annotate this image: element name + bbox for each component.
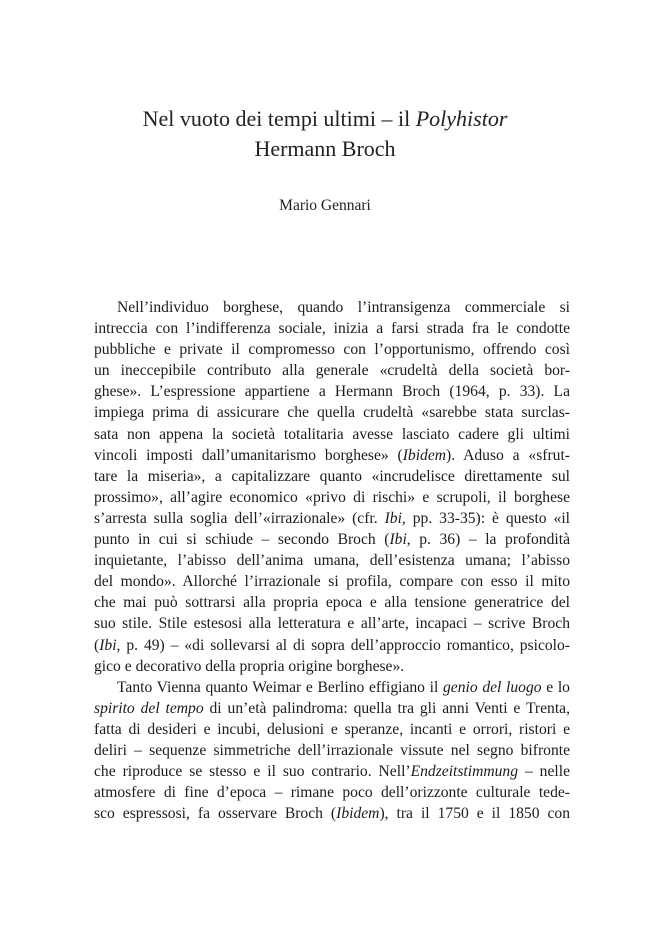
text-line <box>94 550 570 571</box>
text-line <box>94 656 570 677</box>
text-segment: di un’età palindroma: quella tra gli anni Venti e Trenta, <box>203 699 570 717</box>
text-line <box>94 508 570 529</box>
text-line <box>94 297 570 318</box>
text-segment: tare la miseria», a capitalizzare quanto «incrudelisce direttamente sul <box>94 467 570 485</box>
italic-text: Ibi <box>389 531 407 549</box>
title-line-2: Hermann Broch <box>254 136 396 161</box>
text-line <box>94 592 570 613</box>
text-line <box>94 571 570 592</box>
text-segment: Tanto Vienna quanto Weimar e Berlino effigiano il <box>117 678 443 696</box>
title-italic: Polyhistor <box>415 106 508 131</box>
text-line <box>94 740 570 761</box>
text-segment: , p. 49) – «di sollevarsi al di sopra dell’approccio romantico, psicolo- <box>116 636 570 654</box>
text-segment: suo stile. Stile estesosi alla letteratura e all’arte, incapaci – scrive Broch <box>94 615 570 633</box>
text-segment: e lo <box>541 678 570 696</box>
italic-text: spirito del tempo <box>94 699 204 717</box>
text-segment: atmosfere di fine d’epoca – rimane poco dell’orizzonte culturale tede- <box>94 784 570 802</box>
text-segment: ). Aduso a «sfrut- <box>446 446 570 464</box>
text-line <box>94 613 570 634</box>
text-segment: che riproduce se stesso e il suo contrario. Nell’ <box>94 763 411 781</box>
text-segment: intreccia con l’indifferenza sociale, inizia a farsi strada fra le condotte <box>94 320 570 338</box>
text-segment: – nelle <box>518 763 570 781</box>
text-segment: inquietante, l’abisso dell’anima umana, dell’esistenza umana; l’abisso <box>94 552 570 570</box>
text-segment: ( <box>94 636 100 654</box>
text-segment: deliri – sequenze simmetriche dell’irrazionale vissute nel segno bifronte <box>94 741 570 759</box>
text-segment: sata non appena la società totalitaria avesse lasciato cadere gli ultimi <box>94 425 570 443</box>
text-line <box>94 803 570 824</box>
text-segment: ghese». L’espressione appartiene a Hermann Broch (1964, p. 33). La <box>94 383 570 401</box>
text-segment: che mai può sottrarsi alla propria epoca e alla tensione generatrice del <box>94 594 570 612</box>
italic-text: Ibidem <box>336 805 380 823</box>
title-line-1 <box>60 104 590 134</box>
text-line <box>94 698 570 719</box>
italic-text: Endzeitstimmung <box>410 763 519 781</box>
text-segment: , p. 36) – la profondità <box>406 531 570 549</box>
text-line <box>94 424 570 445</box>
text-line <box>94 529 570 550</box>
text-segment: s’arresta sulla soglia dell’«irrazionale» (cfr. <box>94 509 385 527</box>
italic-text: Ibidem <box>402 446 447 464</box>
text-line <box>94 381 570 402</box>
chapter-title <box>60 104 590 164</box>
title-prefix: Nel vuoto dei tempi ultimi – il <box>142 106 416 131</box>
text-segment: ), tra il 1750 e il 1850 con <box>379 805 571 823</box>
text-line <box>94 677 570 698</box>
text-segment: Nell’individuo borghese, quando l’intransigenza commerciale si <box>117 299 570 316</box>
text-segment: un ineccepibile contributo alla generale «crudeltà della società bor- <box>94 362 570 380</box>
italic-text: Ibi <box>99 636 117 654</box>
text-segment: punto in cui si schiude – secondo Broch ( <box>94 531 390 549</box>
text-segment: , pp. 33-35): è questo «il <box>401 509 570 527</box>
italic-text: genio del luogo <box>443 678 542 696</box>
text-segment: pubbliche e private il compromesso con l’opportunismo, offrendo così <box>94 341 570 359</box>
text-line <box>94 466 570 487</box>
text-line <box>94 719 570 740</box>
italic-text: Ibi <box>384 509 402 527</box>
text-line <box>94 782 570 803</box>
text-segment: impiega prima di assicurare che quella crudeltà «sarebbe stata surclas- <box>94 404 570 422</box>
text-segment: sco espressosi, fa osservare Broch ( <box>94 805 337 823</box>
text-segment: gico e decorativo della propria origine borghese». <box>94 657 405 675</box>
text-segment: fatta di desideri e incubi, delusioni e speranze, incanti e orrori, ristori e <box>94 720 570 738</box>
text-segment: del mondo». Allorché l’irrazionale si profila, compare con esso il mito <box>94 573 570 591</box>
text-line <box>94 761 570 782</box>
text-segment: vincoli imposti dall’umanitarismo borghese» ( <box>94 446 403 464</box>
text-line <box>94 360 570 381</box>
text-line <box>94 487 570 508</box>
text-line <box>94 445 570 466</box>
text-line <box>94 318 570 339</box>
body-text <box>94 297 570 824</box>
text-line <box>94 339 570 360</box>
text-line <box>94 635 570 656</box>
text-line <box>94 402 570 423</box>
author-name: Mario Gennari <box>279 197 371 214</box>
text-segment: prossimo», all’agire economico «privo di rischi» e scrupoli, il borghese <box>94 488 570 506</box>
